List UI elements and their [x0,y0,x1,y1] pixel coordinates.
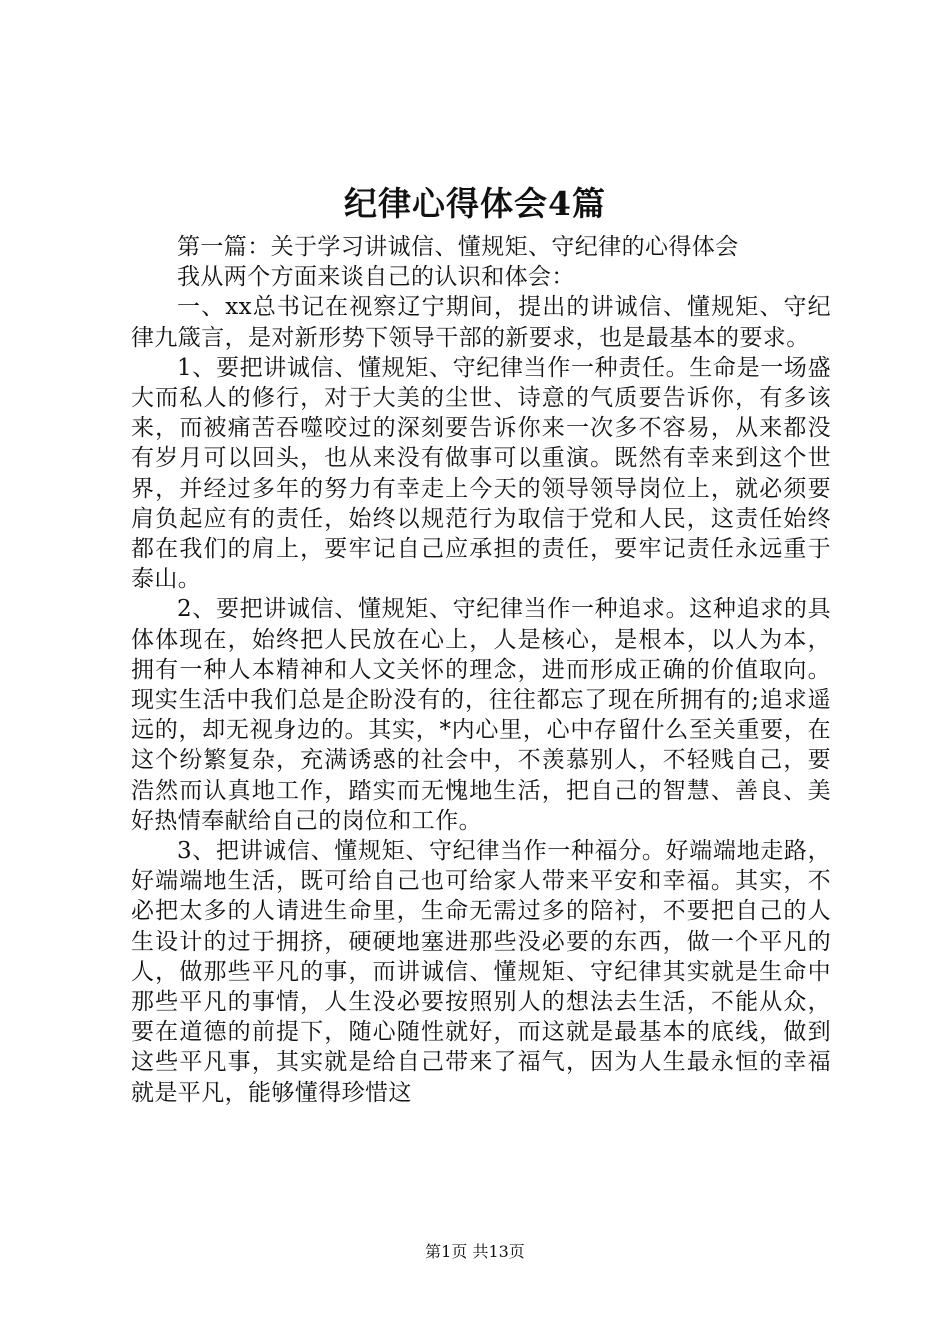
paragraph-section-one: 一、xx总书记在视察辽宁期间，提出的讲诚信、懂规矩、守纪律九箴言，是对新形势下领导干部的新要求，也是最基本的要求。 [131,294,831,351]
paragraph-article-heading: 第一篇：关于学习讲诚信、懂规矩、守纪律的心得体会 [177,234,739,260]
paragraph-point-3: 3、把讲诚信、懂规矩、守纪律当作一种福分。好端端地走路，好端端地生活，既可给自己也可给家人带来平安和幸福。其实，不必把太多的人请进生命里，生命无需过多的陪衬，不要把自己的人生设计的过于拥挤，硬硬地塞进那些没必要的东西，做一个平凡的人，做那些平凡的事，而讲诚信、懂规矩、守纪律其实就是生命中那些平凡的事情，人生没必要按照别人的想法去生活，不能从众，要在道德的前提下，随心随性就好，而这就是最基本的底线，做到这些平凡事，其实就是给自己带来了福气，因为人生最永恒的幸福就是平凡，能够懂得珍惜这 [131,838,831,1106]
document-body [131,232,831,1108]
paragraph-point-1: 1、要把讲诚信、懂规矩、守纪律当作一种责任。生命是一场盛大而私人的修行，对于大美的尘世、诗意的气质要告诉你，有多该来，而被痛苦吞噬咬过的深刻要告诉你来一次多不容易，从来都没有岁月可以回头，也从来没有做事可以重演。既然有幸来到这个世界，并经过多年的努力有幸走上今天的领导领导岗位上，就必须要肩负起应有的责任，始终以规范行为取信于党和人民，这责任始终都在我们的肩上，要牢记自己应承担的责任，要牢记责任永远重于泰山。 [131,354,831,593]
page-number-footer: 第1页 共13页 [425,1242,525,1261]
paragraph-intro: 我从两个方面来谈自己的认识和体会： [177,264,575,291]
document-title: 纪律心得体会4篇 [344,184,606,223]
paragraph-point-2: 2、要把讲诚信、懂规矩、守纪律当作一种追求。这种追求的具体体现在，始终把人民放在心上，人是核心，是根本，以人为本，拥有一种人本精神和人文关怀的理念，进而形成正确的价值取向。现实生活中我们总是企盼没有的，往往都忘了现在所拥有的;追求遥远的，却无视身边的。其实，*内心里，心中存留什么至关重要，在这个纷繁复杂，充满诱惑的社会中，不羡慕别人，不轻贱自己，要浩然而认真地工作，踏实而无愧地生活，把自己的智慧、善良、美好热情奉献给自己的岗位和工作。 [131,596,831,834]
